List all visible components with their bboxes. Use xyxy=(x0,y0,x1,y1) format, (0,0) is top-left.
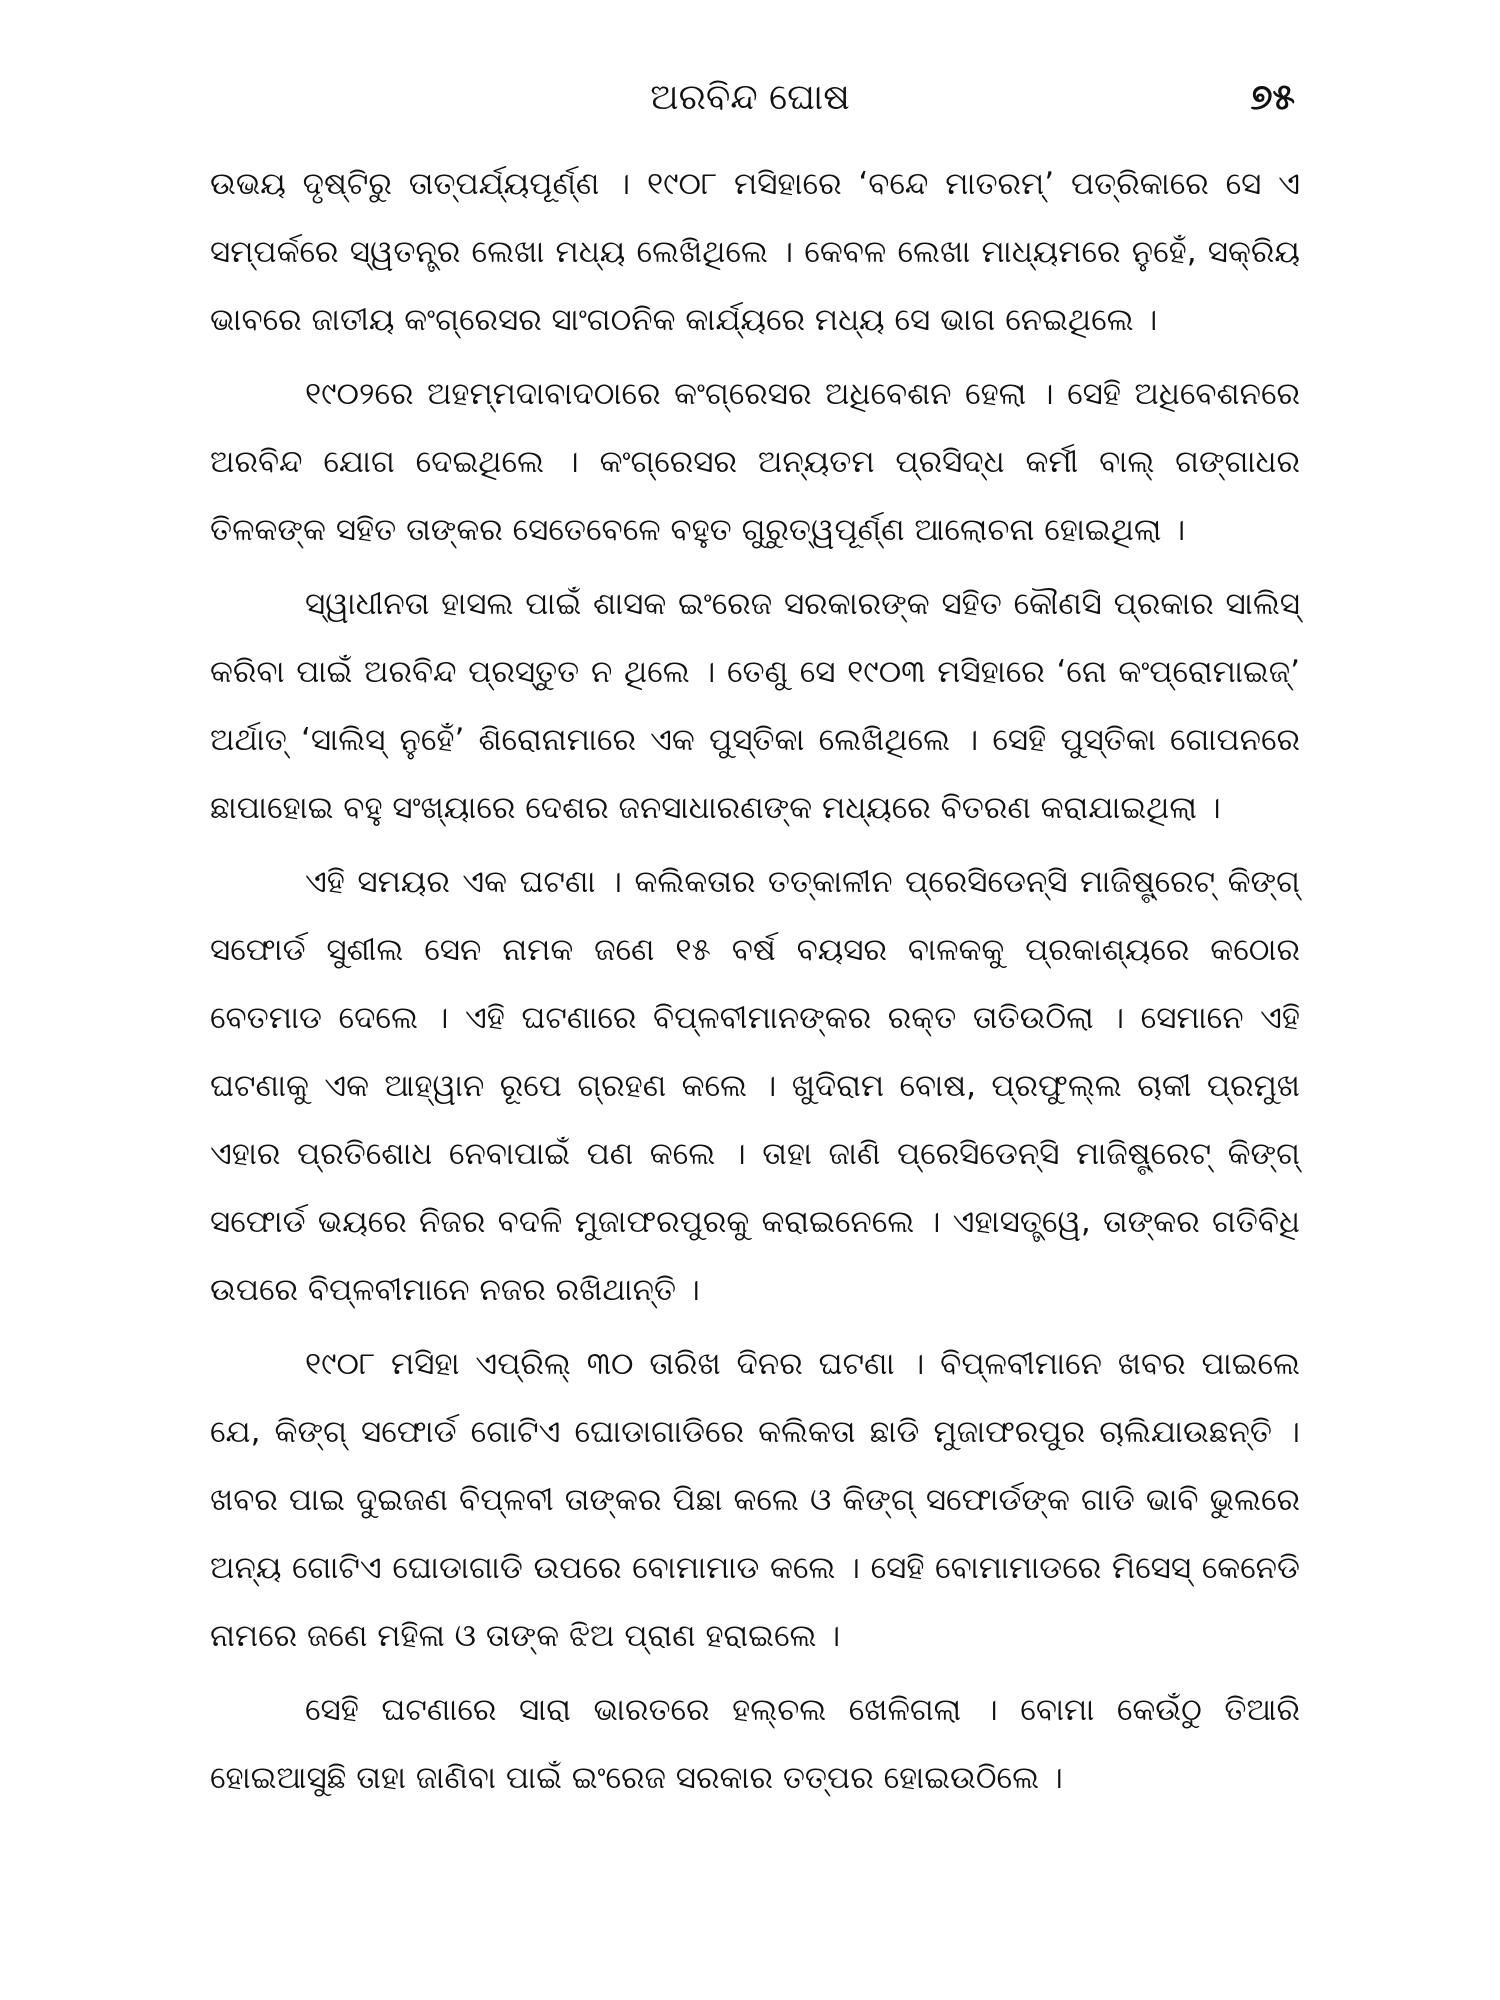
paragraph-5: ୧୯୦୮ ମସିହା ଏପ୍ରିଲ୍ ୩୦ ତାରିଖ ଦିନର ଘଟଣା । ବିପ୍ଳବୀମାନେ ଖବର ପାଇଲେ ଯେ, କିଙ୍ଗ୍ ସଫୋର୍ଡ ଗୋଟିଏ ଘୋଡାଗାଡିରେ କଲିକତା ଛାଡି ମୁଜାଫରପୁର ଚାଲିଯାଉଛନ୍ତି । ଖବର ପାଇ ଦୁଇଜଣ ବିପ୍ଳବୀ ତାଙ୍କର ପିଛା କଲେ ଓ କିଙ୍ଗ୍ ସଫୋର୍ଡଙ୍କ ଗାଡି ଭାବି ଭୁଲରେ ଅନ୍ୟ ଗୋଟିଏ ଘୋଡାଗାଡି ଉପରେ ବୋମାମାଡ କଲେ । ସେହି ବୋମାମାଡରେ ମିସେସ୍ କେନେଡି ନାମରେ ଜଣେ ମହିଳା ଓ ତାଙ୍କ ଝିଅ ପ୍ରାଣ ହରାଇଲେ । xyxy=(210,1346,1300,1654)
running-header xyxy=(0,68,1500,128)
running-title: ଅରବିନ୍ଦ ଘୋଷ xyxy=(650,77,850,118)
paragraph-3: ସ୍ୱାଧୀନତା ହାସଲ ପାଇଁ ଶାସକ ଇଂରେଜ ସରକାରଙ୍କ ସହିତ କୌଣସି ପ୍ରକାର ସାଲିସ୍ କରିବା ପାଇଁ ଅରବିନ୍ଦ ପ୍ରସ୍ତୁତ ନ ଥିଲେ । ତେଣୁ ସେ ୧୯୦୩ ମସିହାରେ ‘ନୋ କଂପ୍ରୋମାଇଜ୍’ ଅର୍ଥାତ୍ ‘ସାଲିସ୍ ନୁହେଁ’ ଶିରୋନାମାରେ ଏକ ପୁସ୍ତିକା ଲେଖିଥିଲେ । ସେହି ପୁସ୍ତିକା ଗୋପନରେ ଛାପାହୋଇ ବହୁ ସଂଖ୍ୟାରେ ଦେଶର ଜନସାଧାରଣଙ୍କ ମଧ୍ୟରେ ବିତରଣ କରାଯାଇଥିଲା । xyxy=(210,586,1300,826)
paragraph-2: ୧୯୦୨ରେ ଅହମ୍ମଦାବାଦଠାରେ କଂଗ୍ରେସର ଅଧିବେଶନ ହେଲା । ସେହି ଅଧିବେଶନରେ ଅରବିନ୍ଦ ଯୋଗ ଦେଇଥିଲେ । କଂଗ୍ରେସର ଅନ୍ୟତମ ପ୍ରସିଦ୍ଧ କର୍ମୀ ବାଲ୍ ଗଙ୍ଗାଧର ତିଳକଙ୍କ ସହିତ ତାଙ୍କର ସେତେବେଳେ ବହୁତ ଗୁରୁତ୍ୱପୂର୍ଣ୍ଣ ଆଲୋଚନା ହୋଇଥିଲା । xyxy=(210,376,1300,548)
paragraph-4: ଏହି ସମୟର ଏକ ଘଟଣା । କଲିକତାର ତତ୍କାଳୀନ ପ୍ରେସିଡେନ୍ସି ମାଜିଷ୍ଟ୍ରେଟ୍ କିଙ୍ଗ୍ ସଫୋର୍ଡ ସୁଶୀଲ ସେନ ନାମକ ଜଣେ ୧୫ ବର୍ଷ ବୟସର ବାଳକକୁ ପ୍ରକାଶ୍ୟରେ କଠୋର ବେତମାଡ ଦେଲେ । ଏହି ଘଟଣାରେ ବିପ୍ଳବୀମାନଙ୍କର ରକ୍ତ ତାତିଉଠିଲା । ସେମାନେ ଏହି ଘଟଣାକୁ ଏକ ଆହ୍ୱାନ ରୂପେ ଗ୍ରହଣ କଲେ । ଖୁଦିରାମ ବୋଷ, ପ୍ରଫୁଲ୍ଲ ଚାକୀ ପ୍ରମୁଖ ଏହାର ପ୍ରତିଶୋଧ ନେବାପାଇଁ ପଣ କଲେ । ତାହା ଜାଣି ପ୍ରେସିଡେନ୍ସି ମାଜିଷ୍ଟ୍ରେଟ୍ କିଙ୍ଗ୍ ସଫୋର୍ଡ ଭୟରେ ନିଜର ବଦଳି ମୁଜାଫରପୁରକୁ କରାଇନେଲେ । ଏହାସତ୍ତ୍ୱେ, ତାଙ୍କର ଗତିବିଧି ଉପରେ ବିପ୍ଳବୀମାନେ ନଜର ରଖିଥାନ୍ତି । xyxy=(210,864,1300,1308)
body-text xyxy=(210,150,1300,1818)
paragraph-6: ସେହି ଘଟଣାରେ ସାରା ଭାରତରେ ହଲ୍‌ଚଲ ଖେଳିଗଲା । ବୋମା କେଉଁଠୁ ତିଆରି ହୋଇଆସୁଛି ତାହା ଜାଣିବା ପାଇଁ ଇଂରେଜ ସରକାର ତତ୍ପର ହୋଇଉଠିଲେ । xyxy=(210,1692,1300,1796)
page-number: ୭୫ xyxy=(1250,77,1295,118)
paragraph-1: ଉଭୟ ଦୃଷ୍ଟିରୁ ତାତ୍ପର୍ଯ୍ୟପୂର୍ଣ୍ଣ । ୧୯୦୮ ମସିହାରେ ‘ବନ୍ଦେ ମାତରମ୍’ ପତ୍ରିକାରେ ସେ ଏ ସମ୍ପର୍କରେ ସ୍ୱତନ୍ତ୍ର ଲେଖା ମଧ୍ୟ ଲେଖିଥିଲେ । କେବଳ ଲେଖା ମାଧ୍ୟମରେ ନୁହେଁ, ସକ୍ରିୟ ଭାବରେ ଜାତୀୟ କଂଗ୍ରେସର ସାଂଗଠନିକ କାର୍ଯ୍ୟରେ ମଧ୍ୟ ସେ ଭାଗ ନେଇଥିଲେ । xyxy=(210,166,1300,338)
